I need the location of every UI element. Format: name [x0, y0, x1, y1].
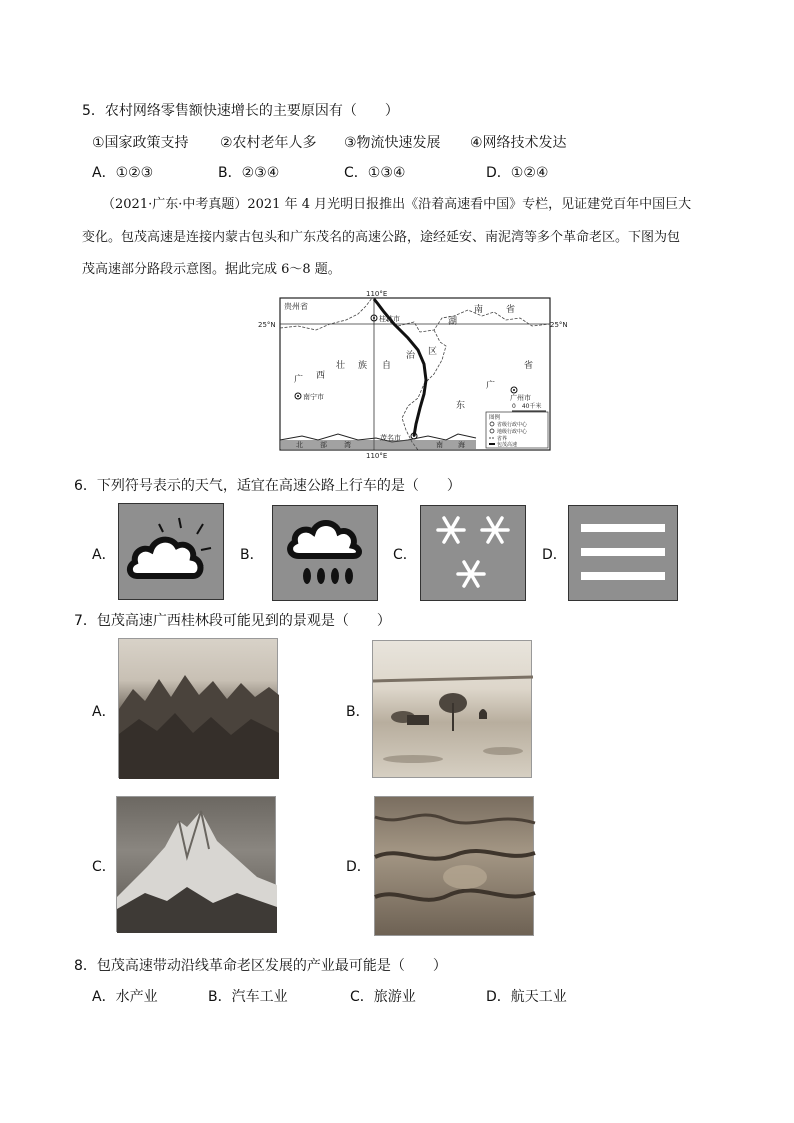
- legend-item-1: 省级行政中心: [497, 422, 528, 428]
- loess-plateau-photo[interactable]: [374, 796, 534, 936]
- scale-label: 0 40千米: [512, 403, 542, 410]
- intro-line-3: 茂高速部分路段示意图。据此完成 6～8 题。: [82, 262, 341, 277]
- q6-label-b[interactable]: B．: [240, 547, 264, 563]
- q6-label-a[interactable]: A．: [92, 547, 116, 563]
- heavy-rain-icon[interactable]: [272, 505, 378, 601]
- q5-option-d[interactable]: D．①②④: [486, 165, 549, 181]
- partly-cloudy-icon[interactable]: [118, 503, 224, 600]
- legend-title: 图例: [489, 415, 501, 421]
- q8-stem: 8．包茂高速带动沿线革命老区发展的产业最可能是（ ）: [74, 958, 447, 974]
- q5-item-2: ②农村老年人多: [220, 135, 317, 151]
- q8-option-a[interactable]: A．水产业: [92, 989, 158, 1005]
- sea-char-5: 海: [458, 441, 465, 449]
- intro-line-1: （2021·广东·中考真题）2021 年 4 月光明日报推出《沿着高速看中国》专栏，见证建党百年中国巨大: [102, 197, 692, 212]
- guilin-label: 桂林市: [379, 315, 400, 323]
- lon-top-label: 110°E: [366, 290, 388, 298]
- intro-line-2: 变化。包茂高速是连接内蒙古包头和广东茂名的高速公路，途经延安、南泥湾等多个革命老区。下图为包: [82, 230, 681, 245]
- q5-item-1: ①国家政策支持: [92, 135, 189, 151]
- q7-label-b[interactable]: B．: [346, 704, 370, 720]
- desert-landscape-photo[interactable]: [372, 640, 532, 778]
- baomao-expressway-map: [258, 290, 568, 460]
- sea-char-4: 南: [436, 441, 443, 449]
- guangdong-char-1: 广: [486, 381, 496, 391]
- q5-stem: 5．农村网络零售额快速增长的主要原因有（ ）: [82, 103, 399, 119]
- guangxi-char-1: 广: [294, 375, 304, 385]
- guizhou-label: 贵州省: [284, 302, 308, 311]
- guangxi-char-3: 壮: [336, 361, 346, 371]
- fog-icon[interactable]: [568, 505, 678, 601]
- guangxi-char-4: 族: [358, 361, 368, 371]
- guangdong-char-2: 东: [456, 401, 466, 411]
- karst-landscape-photo[interactable]: [118, 638, 278, 778]
- legend-item-4: 包茂高速: [497, 442, 518, 448]
- sea-char-2: 部: [320, 441, 327, 449]
- legend-item-2: 地级行政中心: [497, 429, 528, 435]
- q8-option-d[interactable]: D．航天工业: [486, 989, 567, 1005]
- q8-option-b[interactable]: B．汽车工业: [208, 989, 288, 1005]
- hunan-char-2: 南: [474, 305, 484, 315]
- q6-stem: 6．下列符号表示的天气，适宜在高速公路上行车的是（ ）: [74, 478, 461, 494]
- guangxi-char-6: 治: [406, 351, 416, 361]
- legend-item-3: 省界: [497, 436, 508, 442]
- q5-option-a[interactable]: A．①②③: [92, 165, 154, 181]
- maoming-label: 茂名市: [380, 434, 401, 442]
- q8-option-c[interactable]: C．旅游业: [350, 989, 416, 1005]
- lat-left-label: 25°N: [258, 321, 276, 329]
- q6-label-d[interactable]: D．: [542, 547, 567, 563]
- q7-stem: 7．包茂高速广西桂林段可能见到的景观是（ ）: [74, 613, 391, 629]
- sea-char-1: 北: [296, 441, 303, 449]
- q7-label-c[interactable]: C．: [92, 859, 116, 875]
- hunan-char-3: 省: [506, 305, 516, 315]
- guangxi-char-2: 西: [316, 371, 326, 381]
- guangdong-char-3: 省: [524, 361, 534, 371]
- sea-area: [281, 440, 476, 449]
- q7-label-d[interactable]: D．: [346, 859, 371, 875]
- q5-item-3: ③物流快速发展: [344, 135, 441, 151]
- q6-label-c[interactable]: C．: [393, 547, 417, 563]
- q5-option-b[interactable]: B．②③④: [218, 165, 280, 181]
- snow-mountain-photo[interactable]: [116, 796, 276, 932]
- hunan-char-1: 湖: [448, 317, 458, 327]
- guangzhou-label: 广州市: [510, 394, 531, 402]
- guangxi-char-7: 区: [428, 347, 438, 357]
- nanning-label: 南宁市: [303, 393, 324, 401]
- q7-label-a[interactable]: A．: [92, 704, 116, 720]
- lon-bottom-label: 110°E: [366, 452, 388, 460]
- q5-item-4: ④网络技术发达: [470, 135, 567, 151]
- lat-right-label: 25°N: [550, 321, 568, 329]
- sea-char-3: 湾: [344, 441, 351, 449]
- snow-icon[interactable]: [420, 505, 526, 601]
- guangxi-char-5: 自: [382, 361, 392, 371]
- q5-option-c[interactable]: C．①③④: [344, 165, 406, 181]
